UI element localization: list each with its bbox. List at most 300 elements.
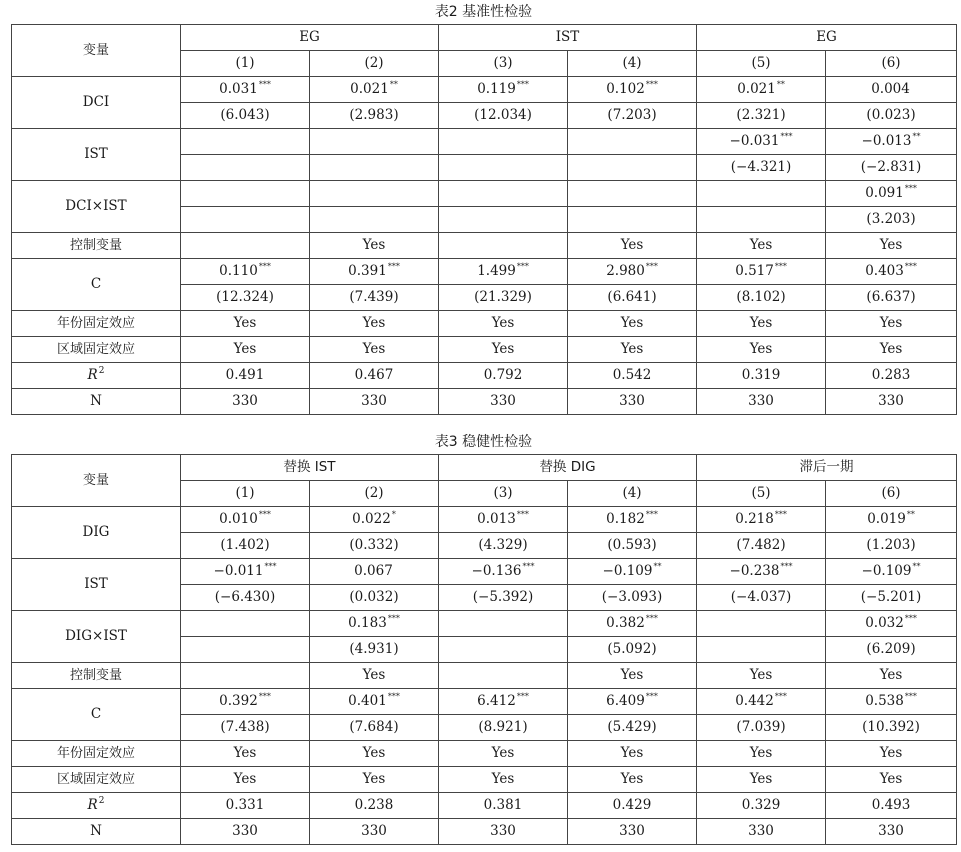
coefficient-value: −0.109 <box>861 563 912 579</box>
coefficient-value: −0.238 <box>729 563 780 579</box>
value-cell <box>826 507 957 533</box>
table-row <box>12 507 957 533</box>
value-cell <box>697 611 826 637</box>
coefficient-value: 0.442 <box>735 693 774 709</box>
significance-stars: *** <box>774 262 787 271</box>
value-cell <box>568 181 697 207</box>
value-cell <box>310 585 439 611</box>
column-number: (3) <box>439 481 568 507</box>
value-cell <box>568 715 697 741</box>
value-cell <box>697 77 826 103</box>
value-cell: 330 <box>310 819 439 845</box>
significance-stars: *** <box>258 692 271 701</box>
value-cell <box>181 689 310 715</box>
value-cell <box>310 207 439 233</box>
value-cell <box>568 689 697 715</box>
coefficient-value: (6.043) <box>220 107 270 123</box>
value-cell <box>310 155 439 181</box>
coefficient-value: (8.102) <box>736 289 786 305</box>
row-label-text: 年份固定效应 <box>56 746 135 761</box>
value-cell: 330 <box>439 819 568 845</box>
coefficient-value: 2.980 <box>606 263 645 279</box>
group-header: IST <box>439 25 697 51</box>
row-label <box>12 389 181 415</box>
value-cell <box>439 637 568 663</box>
significance-stars: *** <box>904 262 917 271</box>
value-cell <box>697 155 826 181</box>
value-cell <box>181 507 310 533</box>
value-cell: Yes <box>310 767 439 793</box>
coefficient-value: (2.321) <box>736 107 786 123</box>
value-cell: Yes <box>439 337 568 363</box>
coefficient-value: 0.032 <box>865 615 904 631</box>
value-cell: Yes <box>439 311 568 337</box>
value-cell <box>826 181 957 207</box>
significance-stars: *** <box>387 614 400 623</box>
value-cell <box>568 611 697 637</box>
value-cell: 0.491 <box>181 363 310 389</box>
value-cell: 330 <box>697 389 826 415</box>
row-label-text: N <box>90 393 102 409</box>
value-cell: Yes <box>181 311 310 337</box>
value-cell <box>697 585 826 611</box>
significance-stars: *** <box>780 132 793 141</box>
coefficient-value: (0.023) <box>866 107 916 123</box>
row-label: C <box>12 689 181 741</box>
value-cell: Yes <box>181 337 310 363</box>
coefficient-value: (10.392) <box>862 719 920 735</box>
value-cell <box>826 285 957 311</box>
column-number: (5) <box>697 51 826 77</box>
value-cell <box>568 77 697 103</box>
significance-stars: * <box>391 510 396 519</box>
coefficient-value: −0.109 <box>602 563 653 579</box>
coefficient-value: (6.209) <box>866 641 916 657</box>
value-cell <box>310 77 439 103</box>
row-label-superscript: 2 <box>98 796 105 806</box>
column-number: (2) <box>310 51 439 77</box>
significance-stars: ** <box>776 80 785 89</box>
column-number: (6) <box>826 51 957 77</box>
value-cell <box>568 637 697 663</box>
value-cell: 330 <box>568 389 697 415</box>
coefficient-value: 0.391 <box>348 263 387 279</box>
value-cell: Yes <box>310 741 439 767</box>
coefficient-value: (3.203) <box>866 211 916 227</box>
significance-stars: *** <box>516 692 529 701</box>
value-cell <box>826 637 957 663</box>
coefficient-value: 0.022 <box>352 511 391 527</box>
value-cell <box>439 585 568 611</box>
value-cell: Yes <box>568 741 697 767</box>
value-cell <box>310 507 439 533</box>
header-row <box>12 455 957 481</box>
coefficient-value: 0.021 <box>350 81 389 97</box>
value-cell <box>568 285 697 311</box>
value-cell: 0.381 <box>439 793 568 819</box>
coefficient-value: 6.409 <box>606 693 645 709</box>
value-cell <box>439 155 568 181</box>
coefficient-value: (−4.321) <box>730 159 792 175</box>
value-cell: Yes <box>568 233 697 259</box>
coefficient-value: 0.119 <box>477 81 516 97</box>
value-cell: Yes <box>697 311 826 337</box>
value-cell <box>697 129 826 155</box>
value-cell: 0.329 <box>697 793 826 819</box>
value-cell <box>697 259 826 285</box>
value-cell <box>568 559 697 585</box>
row-label-text: 控制变量 <box>69 668 122 683</box>
value-cell: Yes <box>826 337 957 363</box>
coefficient-value: 0.183 <box>348 615 387 631</box>
value-cell: Yes <box>310 311 439 337</box>
value-cell <box>826 77 957 103</box>
group-header: 替换 DIG <box>439 455 697 481</box>
coefficient-value: 0.382 <box>606 615 645 631</box>
value-cell <box>568 259 697 285</box>
value-cell <box>439 507 568 533</box>
robustness-test-table <box>11 454 957 845</box>
value-cell: Yes <box>697 337 826 363</box>
table-row <box>12 233 957 259</box>
column-number: (1) <box>181 481 310 507</box>
significance-stars: *** <box>258 262 271 271</box>
significance-stars: *** <box>516 262 529 271</box>
significance-stars: *** <box>645 510 658 519</box>
significance-stars: *** <box>645 262 658 271</box>
table-row <box>12 793 957 819</box>
column-number: (3) <box>439 51 568 77</box>
coefficient-value: (6.641) <box>607 289 657 305</box>
row-label <box>12 233 181 259</box>
table-title: 表3 稳健性检验 <box>434 434 533 450</box>
value-cell: Yes <box>310 233 439 259</box>
table-row <box>12 337 957 363</box>
value-cell <box>310 559 439 585</box>
coefficient-value: (−4.037) <box>730 589 792 605</box>
value-cell <box>181 585 310 611</box>
coefficient-value: (7.039) <box>736 719 786 735</box>
value-cell <box>439 77 568 103</box>
value-cell: Yes <box>697 741 826 767</box>
value-cell <box>310 637 439 663</box>
row-label: IST <box>12 559 181 611</box>
value-cell: Yes <box>310 337 439 363</box>
value-cell <box>697 559 826 585</box>
table-title: 表2 基准性检验 <box>434 4 533 20</box>
value-cell <box>439 611 568 637</box>
value-cell <box>826 103 957 129</box>
coefficient-value: (4.931) <box>349 641 399 657</box>
coefficient-value: (5.092) <box>607 641 657 657</box>
value-cell: 330 <box>568 819 697 845</box>
table-row <box>12 741 957 767</box>
value-cell: Yes <box>568 663 697 689</box>
coefficient-value: 0.021 <box>737 81 776 97</box>
value-cell <box>181 259 310 285</box>
coefficient-value: (12.324) <box>216 289 274 305</box>
table-row <box>12 259 957 285</box>
table-row <box>12 181 957 207</box>
table-row <box>12 559 957 585</box>
coefficient-value: 0.218 <box>735 511 774 527</box>
coefficient-value: (7.482) <box>736 537 786 553</box>
coefficient-value: 0.004 <box>871 81 910 97</box>
value-cell: 330 <box>697 819 826 845</box>
coefficient-value: 0.013 <box>477 511 516 527</box>
value-cell <box>826 533 957 559</box>
value-cell: 0.429 <box>568 793 697 819</box>
value-cell <box>697 637 826 663</box>
value-cell: 0.283 <box>826 363 957 389</box>
coefficient-value: 0.019 <box>867 511 906 527</box>
coefficient-value: (−5.392) <box>472 589 534 605</box>
value-cell <box>439 533 568 559</box>
value-cell: 0.493 <box>826 793 957 819</box>
significance-stars: ** <box>906 510 915 519</box>
table-row <box>12 767 957 793</box>
coefficient-value: −0.013 <box>861 133 912 149</box>
value-cell <box>310 611 439 637</box>
coefficient-value: (−2.831) <box>860 159 922 175</box>
table-row <box>12 819 957 845</box>
column-number: (5) <box>697 481 826 507</box>
significance-stars: ** <box>389 80 398 89</box>
value-cell <box>439 559 568 585</box>
value-cell <box>697 689 826 715</box>
value-cell: Yes <box>826 663 957 689</box>
coefficient-value: (4.329) <box>478 537 528 553</box>
row-label-text: R <box>87 367 98 383</box>
value-cell <box>826 559 957 585</box>
row-label: DIG×IST <box>12 611 181 663</box>
coefficient-value: (0.593) <box>607 537 657 553</box>
value-cell: Yes <box>439 741 568 767</box>
coefficient-value: 0.091 <box>865 185 904 201</box>
value-cell <box>439 663 568 689</box>
significance-stars: *** <box>645 614 658 623</box>
table-row <box>12 129 957 155</box>
value-cell <box>310 129 439 155</box>
column-number: (6) <box>826 481 957 507</box>
coefficient-value: (7.684) <box>349 719 399 735</box>
value-cell: 330 <box>181 389 310 415</box>
value-cell <box>439 259 568 285</box>
value-cell <box>181 611 310 637</box>
value-cell <box>181 285 310 311</box>
value-cell: Yes <box>697 663 826 689</box>
coefficient-value: 0.517 <box>735 263 774 279</box>
value-cell: Yes <box>568 311 697 337</box>
value-cell <box>568 103 697 129</box>
value-cell <box>568 155 697 181</box>
coefficient-value: −0.011 <box>213 563 264 579</box>
coefficient-value: (0.032) <box>349 589 399 605</box>
value-cell <box>181 181 310 207</box>
value-cell <box>439 285 568 311</box>
baseline-test-table <box>11 24 957 415</box>
row-label: DIG <box>12 507 181 559</box>
value-cell: 0.238 <box>310 793 439 819</box>
value-cell: 330 <box>826 389 957 415</box>
row-label-text: 区域固定效应 <box>56 772 135 787</box>
significance-stars: ** <box>912 562 921 571</box>
row-label <box>12 793 181 819</box>
value-cell <box>697 103 826 129</box>
value-cell: Yes <box>439 767 568 793</box>
table-2-block <box>11 0 956 415</box>
value-cell <box>310 715 439 741</box>
row-label-text: 控制变量 <box>69 238 122 253</box>
coefficient-value: 0.538 <box>865 693 904 709</box>
coefficient-value: −0.136 <box>471 563 522 579</box>
value-cell <box>181 715 310 741</box>
value-cell <box>181 103 310 129</box>
group-header: EG <box>181 25 439 51</box>
value-cell: Yes <box>826 767 957 793</box>
value-cell: Yes <box>568 337 697 363</box>
value-cell <box>697 285 826 311</box>
variable-header: 变量 <box>12 25 181 77</box>
header-row <box>12 25 957 51</box>
value-cell <box>568 507 697 533</box>
coefficient-value: (7.439) <box>349 289 399 305</box>
value-cell <box>310 181 439 207</box>
coefficient-value: (1.402) <box>220 537 270 553</box>
coefficient-value: (−5.201) <box>860 589 922 605</box>
value-cell <box>826 129 957 155</box>
value-cell: Yes <box>568 767 697 793</box>
value-cell <box>826 207 957 233</box>
value-cell <box>181 129 310 155</box>
value-cell: Yes <box>181 767 310 793</box>
coefficient-value: 0.392 <box>219 693 258 709</box>
value-cell <box>181 207 310 233</box>
value-cell <box>826 715 957 741</box>
value-cell: 0.331 <box>181 793 310 819</box>
value-cell <box>310 103 439 129</box>
row-label <box>12 741 181 767</box>
value-cell: Yes <box>826 311 957 337</box>
value-cell: 330 <box>181 819 310 845</box>
coefficient-value: 0.110 <box>219 263 258 279</box>
row-label-text: 年份固定效应 <box>56 316 135 331</box>
significance-stars: *** <box>774 692 787 701</box>
row-label: C <box>12 259 181 311</box>
group-header: EG <box>697 25 957 51</box>
row-label <box>12 311 181 337</box>
significance-stars: *** <box>522 562 535 571</box>
row-label: IST <box>12 129 181 181</box>
table-row <box>12 611 957 637</box>
row-label-text: 区域固定效应 <box>56 342 135 357</box>
significance-stars: *** <box>904 184 917 193</box>
row-label <box>12 337 181 363</box>
value-cell <box>181 77 310 103</box>
row-label <box>12 363 181 389</box>
value-cell <box>826 585 957 611</box>
value-cell <box>181 233 310 259</box>
value-cell <box>181 155 310 181</box>
coefficient-value: (21.329) <box>474 289 532 305</box>
coefficient-value: (6.637) <box>866 289 916 305</box>
value-cell: 0.319 <box>697 363 826 389</box>
value-cell: 0.542 <box>568 363 697 389</box>
significance-stars: *** <box>904 692 917 701</box>
significance-stars: *** <box>645 80 658 89</box>
coefficient-value: (0.332) <box>349 537 399 553</box>
value-cell: Yes <box>826 233 957 259</box>
column-number: (2) <box>310 481 439 507</box>
value-cell <box>181 663 310 689</box>
row-label-text: R <box>87 797 98 813</box>
value-cell <box>826 689 957 715</box>
value-cell: Yes <box>310 663 439 689</box>
value-cell <box>826 259 957 285</box>
coefficient-value: 6.412 <box>477 693 516 709</box>
row-label-superscript: 2 <box>98 366 105 376</box>
table-row <box>12 363 957 389</box>
coefficient-value: (−6.430) <box>214 589 276 605</box>
significance-stars: *** <box>516 510 529 519</box>
significance-stars: *** <box>264 562 277 571</box>
column-number: (1) <box>181 51 310 77</box>
value-cell: 330 <box>439 389 568 415</box>
coefficient-value: 0.031 <box>219 81 258 97</box>
significance-stars: *** <box>258 80 271 89</box>
coefficient-value: (7.203) <box>607 107 657 123</box>
value-cell <box>181 533 310 559</box>
coefficient-value: 0.067 <box>354 563 393 579</box>
significance-stars: *** <box>645 692 658 701</box>
value-cell: 0.467 <box>310 363 439 389</box>
significance-stars: *** <box>516 80 529 89</box>
significance-stars: ** <box>653 562 662 571</box>
coefficient-value: 1.499 <box>477 263 516 279</box>
value-cell <box>439 689 568 715</box>
column-number: (4) <box>568 51 697 77</box>
value-cell <box>568 533 697 559</box>
value-cell <box>568 129 697 155</box>
coefficient-value: (12.034) <box>474 107 532 123</box>
value-cell <box>697 507 826 533</box>
value-cell: Yes <box>697 233 826 259</box>
coefficient-value: (8.921) <box>478 719 528 735</box>
value-cell: 0.792 <box>439 363 568 389</box>
table-row <box>12 663 957 689</box>
coefficient-value: −0.031 <box>729 133 780 149</box>
value-cell: Yes <box>826 741 957 767</box>
coefficient-value: (1.203) <box>866 537 916 553</box>
row-label <box>12 819 181 845</box>
value-cell: Yes <box>697 767 826 793</box>
table-row <box>12 311 957 337</box>
value-cell <box>439 233 568 259</box>
coefficient-value: 0.403 <box>865 263 904 279</box>
value-cell <box>439 715 568 741</box>
coefficient-value: (5.429) <box>607 719 657 735</box>
value-cell: Yes <box>181 741 310 767</box>
row-label: DCI×IST <box>12 181 181 233</box>
significance-stars: *** <box>387 692 400 701</box>
value-cell <box>439 207 568 233</box>
value-cell: 330 <box>826 819 957 845</box>
table-row <box>12 389 957 415</box>
coefficient-value: 0.010 <box>219 511 258 527</box>
coefficient-value: 0.102 <box>606 81 645 97</box>
value-cell <box>439 129 568 155</box>
value-cell <box>568 207 697 233</box>
